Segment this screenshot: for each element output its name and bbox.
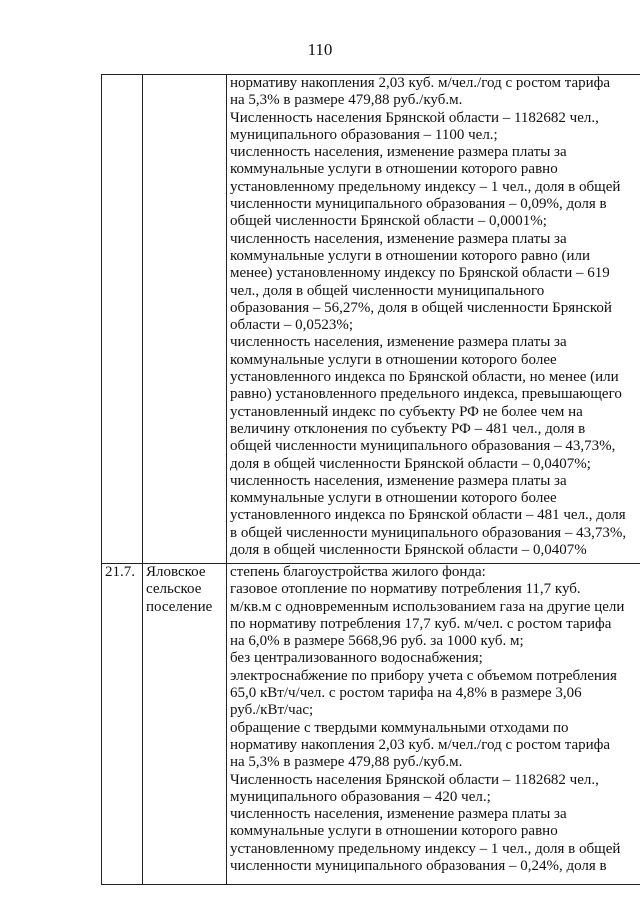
- text-line: доля в общей численности Брянской области – 0,0407%: [230, 542, 587, 559]
- text-line: на 5,3% в размере 479,88 руб./куб.м.: [230, 92, 463, 109]
- text-line: численности муниципального образования – 0,09%, доля в: [230, 196, 607, 213]
- settlement-name-line: сельское: [146, 581, 202, 598]
- page-number: 110: [307, 40, 333, 59]
- table-row: [102, 75, 640, 564]
- text-line: чел., доля в общей численности муниципального: [230, 282, 545, 299]
- settlement-name-cell: [143, 564, 227, 885]
- text-line: степень благоустройства жилого фонда:: [230, 564, 486, 580]
- text-line: в общей численности муниципального образования – 43,73%,: [230, 524, 627, 541]
- text-line: образования – 56,27%, доля в общей численности Брянской: [230, 299, 612, 316]
- text-line: на 5,3% в размере 479,88 руб./куб.м.: [230, 754, 463, 771]
- text-line: общей численности Брянской области – 0,0001%;: [230, 213, 547, 230]
- text-line: Численность населения Брянской области – 1182682 чел.,: [230, 771, 599, 788]
- text-line: численность населения, изменение размера платы за: [230, 472, 567, 489]
- text-line: нормативу накопления 2,03 куб. м/чел./год с ростом тарифа: [230, 736, 611, 753]
- text-line: численность населения, изменение размера платы за: [230, 334, 567, 351]
- text-line: области – 0,0523%;: [230, 317, 354, 334]
- text-line: менее) установленному индексу по Брянской области – 619: [230, 265, 610, 282]
- text-line: муниципального образования – 1100 чел.;: [230, 126, 498, 143]
- text-line: на 6,0% в размере 5668,96 руб. за 1000 куб. м;: [230, 633, 524, 650]
- settlement-name-line: поселение: [146, 598, 213, 615]
- settlement-name-cell: [143, 75, 227, 564]
- text-line: установленный индекс по субъекту РФ не более чем на: [230, 403, 583, 420]
- text-line: установленного индекса по Брянской области, но менее (или: [230, 369, 619, 386]
- text-line: общей численности муниципального образования – 43,73%,: [230, 438, 616, 455]
- row-number-cell: [102, 75, 143, 564]
- text-line: численность населения, изменение размера платы за: [230, 144, 567, 161]
- row-number-cell: 21.7.: [102, 564, 143, 885]
- document-table: [101, 74, 640, 885]
- text-line: доля в общей численности Брянской области – 0,0407%;: [230, 455, 591, 472]
- text-line: нормативу накопления 2,03 куб. м/чел./год с ростом тарифа: [230, 75, 611, 91]
- text-line: обращение с твердыми коммунальными отходами по: [230, 719, 569, 736]
- text-line: электроснабжение по прибору учета с объемом потребления: [230, 667, 617, 684]
- text-line: численность населения, изменение размера платы за: [230, 806, 567, 823]
- text-line: равно) установленного предельного индекса, превышающего: [230, 386, 622, 403]
- text-line: установленному предельному индексу – 1 чел., доля в общей: [230, 840, 621, 857]
- text-line: коммунальные услуги в отношении которого равно: [230, 161, 558, 178]
- text-line: установленного индекса по Брянской области – 481 чел., доля: [230, 507, 626, 524]
- text-line: муниципального образования – 420 чел.;: [230, 788, 491, 805]
- text-line: коммунальные услуги в отношении которого равно (или: [230, 247, 590, 264]
- text-line: м/кв.м с одновременным использованием газа на другие цели: [230, 598, 625, 615]
- text-line: коммунальные услуги в отношении которого более: [230, 490, 557, 507]
- settlement-name-line: Яловское: [146, 564, 206, 580]
- text-line: численности муниципального образования – 0,24%, доля в: [230, 858, 607, 875]
- text-line: Численность населения Брянской области – 1182682 чел.,: [230, 109, 599, 126]
- text-line: по нормативу потребления 17,7 куб. м/чел. с ростом тарифа: [230, 615, 612, 632]
- text-line: руб./кВт/час;: [230, 702, 314, 719]
- text-line: установленному предельному индексу – 1 чел., доля в общей: [230, 178, 621, 195]
- text-line: коммунальные услуги в отношении которого равно: [230, 823, 558, 840]
- text-line: без централизованного водоснабжения;: [230, 650, 483, 667]
- text-line: 65,0 кВт/ч/чел. с ростом тарифа на 4,8% в размере 3,06: [230, 685, 582, 702]
- text-line: коммунальные услуги в отношении которого более: [230, 351, 557, 368]
- description-cell: [227, 75, 640, 564]
- text-line: газовое отопление по нормативу потребления 11,7 куб.: [230, 581, 581, 598]
- description-cell: [227, 564, 640, 885]
- text-line: величину отклонения по субъекту РФ – 481 чел., доля в: [230, 420, 586, 437]
- text-line: численность населения, изменение размера платы за: [230, 230, 567, 247]
- table-row: [102, 564, 640, 885]
